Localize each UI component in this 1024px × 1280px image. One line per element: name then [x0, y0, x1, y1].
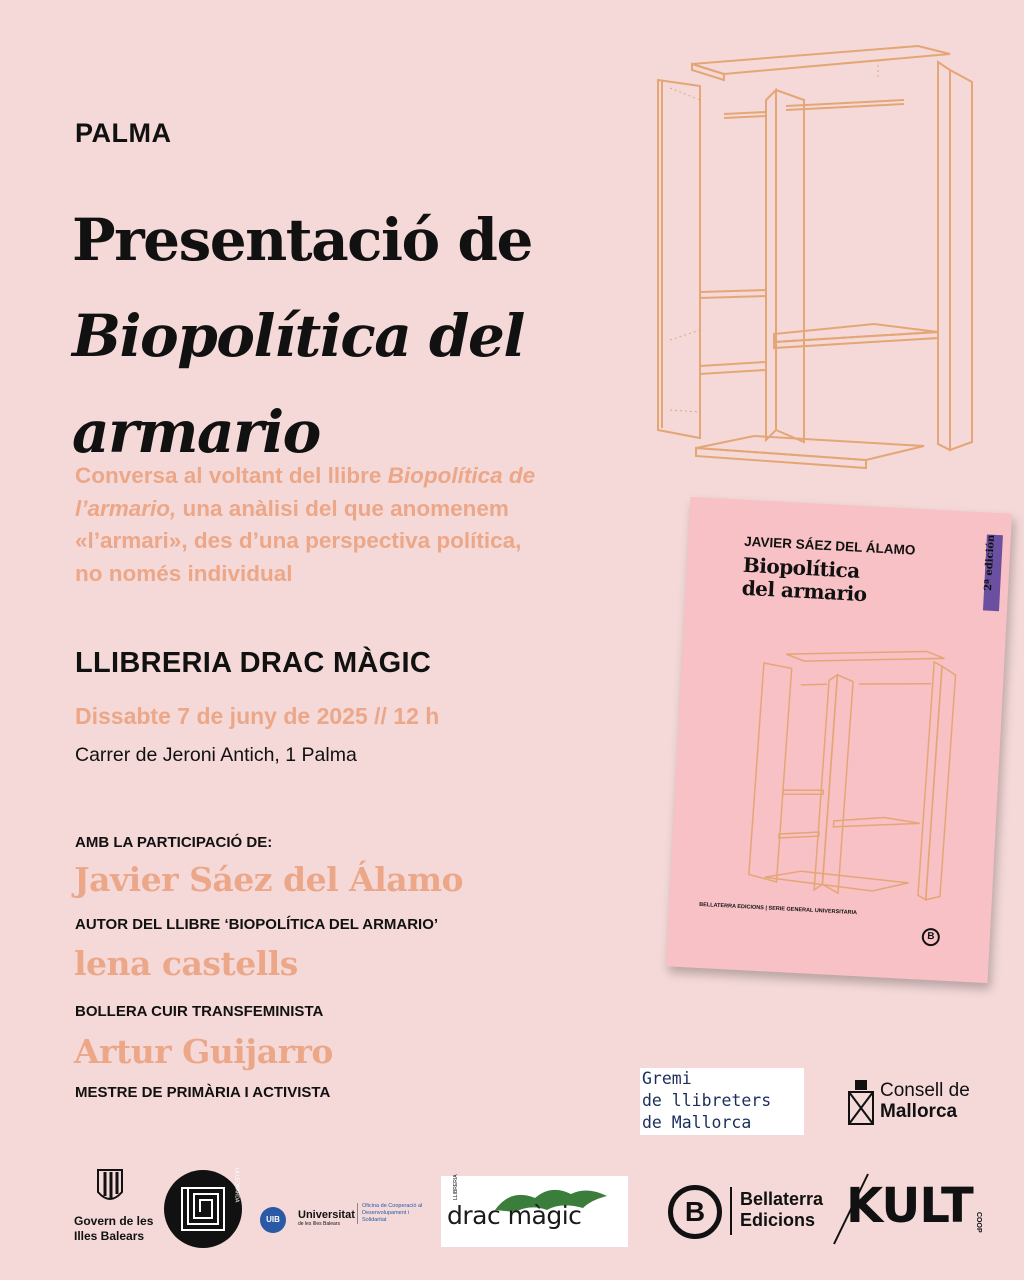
book-wardrobe-illustration: [743, 641, 966, 912]
bellaterra-icon: B: [921, 928, 940, 947]
kult-coop: COOP: [975, 1212, 982, 1233]
edition-band: [983, 534, 1003, 611]
title-line-3: armario: [72, 398, 320, 466]
wardrobe-illustration: [650, 40, 980, 480]
uib-name: Universitat: [298, 1209, 355, 1221]
gremi-line-2: de llibreters: [642, 1091, 772, 1110]
gremi-line-3: de Mallorca: [642, 1113, 752, 1132]
title-line-2: Biopolítica del: [72, 302, 524, 370]
consell-line-2: Mallorca: [880, 1101, 958, 1122]
book-series: BELLATERRA EDICIONS | SERIE GENERAL UNIVERSITARIA: [699, 901, 858, 917]
event-datetime: Dissabte 7 de juny de 2025 // 12 h: [75, 703, 440, 729]
participant-role: MESTRE DE PRIMÀRIA I ACTIVISTA: [75, 1084, 331, 1101]
venue-name: LLIBRERIA DRAC MÀGIC: [75, 647, 432, 679]
edition-label: 2ª edición: [983, 534, 997, 592]
govern-label: Govern de les Illes Balears: [74, 1214, 154, 1243]
drac-small-label: LLIBRERIA: [453, 1174, 459, 1200]
city-label: PALMA: [75, 118, 172, 148]
title-line-1: Presentació de: [72, 206, 532, 274]
uib-mark: UIB: [260, 1207, 286, 1233]
book-title: [741, 554, 868, 606]
govern-crest-icon: [96, 1168, 124, 1206]
gremi-line-1: Gremi: [642, 1069, 692, 1088]
bellaterra-divider: [730, 1187, 732, 1235]
event-title: [72, 192, 632, 480]
participant-role: BOLLERA CUIR TRANSFEMINISTA: [75, 1003, 324, 1020]
gremi-logo: [640, 1068, 804, 1135]
description-book-title: Biopolítica de l’armario,: [75, 463, 536, 521]
uib-sub: de les Illes Balears: [298, 1221, 340, 1227]
participants-heading: AMB LA PARTICIPACIÓ DE:: [75, 834, 273, 851]
event-description: [75, 460, 545, 590]
participant-name: lena castells: [74, 944, 298, 983]
bellaterra-line-1: Bellaterra: [740, 1189, 824, 1209]
consell-crest-icon: [846, 1080, 876, 1126]
drac-magic-logo: [441, 1176, 628, 1247]
leonarda-label: LA LEONARDA: [233, 1167, 240, 1203]
uib-office: Oficina de Cooperació al Desenvolupament i Solidaritat: [357, 1203, 427, 1224]
bellaterra-mark-icon: B: [668, 1185, 722, 1239]
drac-name: drac màgic: [447, 1201, 582, 1230]
book-title-line-1: Biopolítica: [742, 552, 861, 583]
book-author: JAVIER SÁEZ DEL ÁLAMO: [743, 533, 916, 558]
participant-role: AUTOR DEL LLIBRE ‘BIOPOLÍTICA DEL ARMARIO’: [75, 916, 439, 933]
consell-line-1: Consell de: [880, 1080, 970, 1101]
participant-name: Artur Guijarro: [74, 1032, 333, 1071]
description-part-1: Conversa al voltant del llibre: [75, 463, 388, 488]
event-address: Carrer de Jeroni Antich, 1 Palma: [75, 744, 357, 766]
description-part-2: una anàlisi del que anomenem «l’armari», des d’una perspectiva política, no només individual: [75, 495, 522, 586]
maze-icon: [178, 1184, 228, 1234]
book-cover: [666, 497, 1012, 983]
book-title-line-2: del armario: [741, 575, 868, 607]
bellaterra-line-2: Edicions: [740, 1210, 816, 1230]
leonarda-logo: [164, 1167, 242, 1248]
kult-name: KULT: [846, 1178, 973, 1234]
participant-name: Javier Sáez del Álamo: [74, 860, 464, 899]
